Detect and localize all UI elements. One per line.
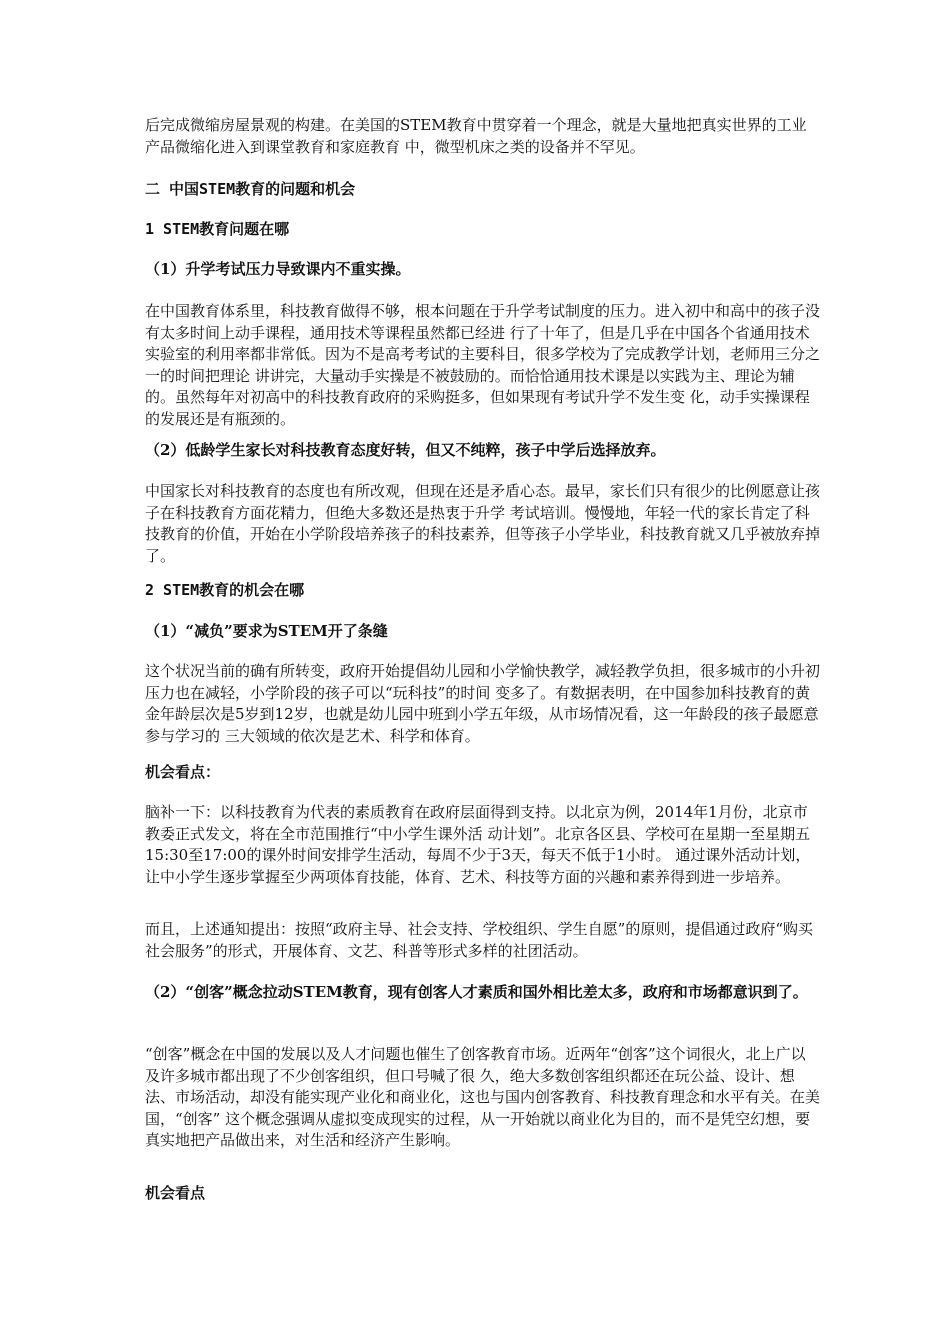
paragraph-intro (145, 115, 820, 158)
item-title: （2）低龄学生家长对科技教育态度好转，但又不纯粹，孩子中学后选择放弃。 (145, 441, 666, 459)
subsection-heading-1 (145, 219, 820, 241)
item-heading-4 (145, 982, 820, 1004)
paragraph-text: 脑补一下：以科技教育为代表的素质教育在政府层面得到支持。以北京为例，2014年1月份，北京市教委正式发文，将在全市范围推行“中小学生课外活 动计划”。北京各区县、学校可在星期一至星期五15:30至17:00的课外时间安排学生活动，每周不少于3天，每天不低于1小时。 通过课外活动计划， 让中小学生逐步掌握至少两项体育技能，体育、艺术、科技等方面的兴趣和素养得到进一步培养。 (145, 803, 816, 886)
paragraph-item4 (145, 1044, 820, 1152)
opportunity-heading-1 (145, 762, 820, 784)
paragraph-opportunity1 (145, 802, 820, 888)
paragraph-text: 中国家长对科技教育的态度也有所改观，但现在还是矛盾心态。最早，家长们只有很少的比例愿意让孩子在科技教育方面花精力，但绝大多数还是热衷于升学 考试培训。慢慢地，年轻一代的家长肯定了科技教育的价值，开始在小学阶段培养孩子的科技素养，但等孩子小学毕业，科技教育就又几乎被放弃掉了。 (145, 482, 821, 565)
item-heading-2 (145, 440, 820, 462)
item-title: （1）“减负”要求为STEM开了条缝 (145, 622, 388, 640)
item-title: （2）“创客”概念拉动STEM教育，现有创客人才素质和国外相比差太多，政府和市场都意识到了。 (145, 983, 808, 1001)
paragraph-text: 后完成微缩房屋景观的构建。在美国的STEM教育中贯穿着一个理念，就是大量地把真实世界的工业产品微缩化进入到课堂教育和家庭教育 中，微型机床之类的设备并不罕见。 (145, 116, 807, 156)
item-title: （1）升学考试压力导致课内不重实操。 (145, 260, 411, 278)
opportunity-heading-2 (145, 1183, 820, 1205)
paragraph-item3 (145, 661, 820, 747)
section-title: 二 中国STEM教育的问题和机会 (145, 180, 356, 198)
section-heading (145, 179, 820, 201)
subsection-title: 1 STEM教育问题在哪 (145, 220, 290, 238)
opportunity-title: 机会看点： (145, 763, 221, 781)
subsection-title: 2 STEM教育的机会在哪 (145, 581, 305, 599)
paragraph-text: 而且，上述通知提出：按照“政府主导、社会支持、学校组织、学生自愿”的原则，提倡通过政府“购买社会服务”的形式，开展体育、文艺、科普等形式多样的社团活动。 (145, 920, 814, 960)
opportunity-title: 机会看点 (145, 1184, 206, 1202)
paragraph-item1 (145, 301, 820, 430)
paragraph-text: 在中国教育体系里，科技教育做得不够，根本问题在于升学考试制度的压力。进入初中和高中的孩子没有太多时间上动手课程，通用技术等课程虽然都已经进 行了十年了，但是几乎在中国各个省通用技术实验室的利用率都非常低。因为不是高考考试的主要科目，很多学校为了完成教学计划，老师用三分之一的时间把理论 讲讲完，大量动手实操是不被鼓励的。而恰恰通用技术课是以实践为主、理论为辅的。虽然每年对初高中的科技教育政府的采购挺多，但如果现有考试升学不发生变 化，动手实操课程的发展还是有瓶颈的。 (145, 302, 821, 428)
item-heading-1 (145, 259, 820, 281)
paragraph-opportunity1-cont (145, 919, 820, 962)
paragraph-item2 (145, 481, 820, 567)
subsection-heading-2 (145, 580, 820, 602)
paragraph-text: “创客”概念在中国的发展以及人才问题也催生了创客教育市场。近两年“创客”这个词很火，北上广以及许多城市都出现了不少创客组织，但口号喊了很 久，绝大多数创客组织都还在玩公益、设计、想法、市场活动，却没有能实现产业化和商业化，这也与国内创客教育、科技教育理念和水平有关。在美国，“创客” 这个概念强调从虚拟变成现实的过程，从一开始就以商业化为目的，而不是凭空幻想，要真实地把产品做出来，对生活和经济产生影响。 (145, 1045, 821, 1149)
item-heading-3 (145, 621, 820, 643)
paragraph-text: 这个状况当前的确有所转变，政府开始提倡幼儿园和小学愉快教学，减轻教学负担，很多城市的小升初压力也在减轻，小学阶段的孩子可以“玩科技”的时间 变多了。有数据表明，在中国参加科技教育的黄金年龄层次是5岁到12岁，也就是幼儿园中班到小学五年级，从市场情况看，这一年龄段的孩子最愿意参与学习的 三大领域的依次是艺术、科学和体育。 (145, 662, 821, 745)
